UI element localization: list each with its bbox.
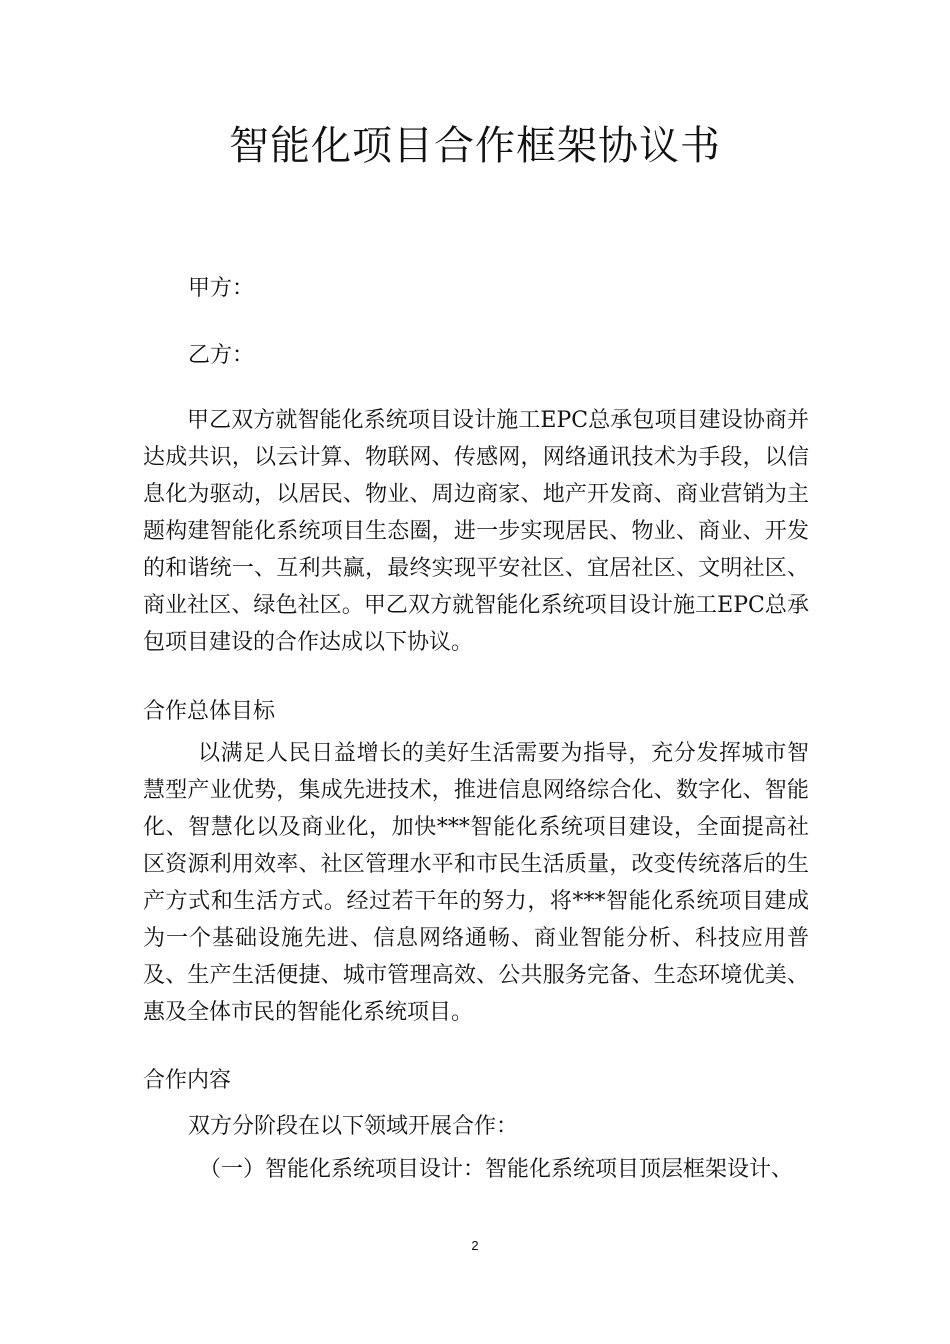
party-a-label: 甲方： — [188, 276, 255, 301]
party-b-label: 乙方： — [188, 343, 255, 368]
cooperation-intro-line: 双方分阶段在以下领域开展合作： — [188, 1114, 519, 1139]
overall-goal-paragraph: 以满足人民日益增长的美好生活需要为指导，充分发挥城市智慧型产业优势，集成先进技术，推进信息网络综合化、数字化、智能化、智慧化以及商业化，加快***智能化系统项目建设，全面提高社区资源利用效率、社区管理水平和市民生活质量，改变传统落后的生产方式和生活方式。经过若干年的努力，将***智能化系统项目建成为一个基础设施先进、信息网络通畅、商业智能分析、科技应用普及、生产生活便捷、城市管理高效、公共服务完备、生态环境优美、惠及全体市民的智能化系统项目。 — [143, 741, 809, 1025]
section-heading-overall-goal: 合作总体目标 — [143, 699, 276, 724]
document-title: 智能化项目合作框架协议书 — [229, 123, 721, 169]
cooperation-item-1: （一）智能化系统项目设计：智能化系统项目顶层框架设计、 — [199, 1157, 794, 1182]
section-heading-cooperation-content: 合作内容 — [143, 1068, 232, 1093]
page-number: 2 — [471, 1238, 479, 1253]
intro-paragraph: 甲乙双方就智能化系统项目设计施工EPC总承包项目建设协商并达成共识，以云计算、物联网、传感网，网络通讯技术为手段，以信息化为驱动，以居民、物业、周边商家、地产开发商、商业营销为主题构建智能化系统项目生态圈，进一步实现居民、物业、商业、开发的和谐统一、互利共赢，最终实现平安社区、宜居社区、文明社区、商业社区、绿色社区。甲乙双方就智能化系统项目设计施工EPC总承包项目建设的合作达成以下协议。 — [143, 408, 809, 655]
